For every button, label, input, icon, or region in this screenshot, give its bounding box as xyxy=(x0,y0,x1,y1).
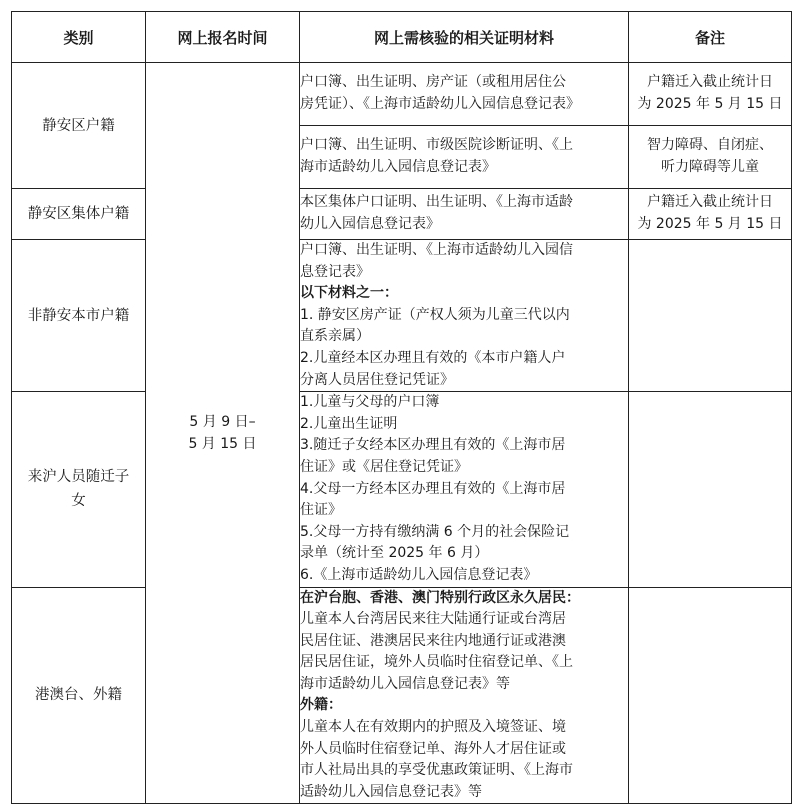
notes-collective: 户籍迁入截止统计日 为 2025 年 5 月 15 日 xyxy=(629,189,792,240)
registration-table xyxy=(11,11,792,804)
table-row xyxy=(12,63,792,126)
materials-collective: 本区集体户口证明、出生证明、《上海市适龄 幼儿入园信息登记表》 xyxy=(300,189,629,240)
category-migrant: 来沪人员随迁子 女 xyxy=(12,392,146,587)
table-row xyxy=(12,240,792,392)
materials-non-jingan: 户口簿、出生证明、《上海市适龄幼儿入园信 息登记表》 以下材料之一： 1. 静安区房产证（产权人须为儿童三代以内 直系亲属） 2.儿童经本区办理且有效的《本市户籍人户 分离人员居住登记凭证》 xyxy=(300,240,629,392)
notes-jingan-2: 智力障碍、自闭症、 听力障碍等儿童 xyxy=(629,126,792,189)
category-jingan: 静安区户籍 xyxy=(12,63,146,189)
materials-jingan-2: 户口簿、出生证明、市级医院诊断证明、《上 海市适龄幼儿入园信息登记表》 xyxy=(300,126,629,189)
registration-time xyxy=(146,63,300,804)
materials-jingan-1: 户口簿、出生证明、房产证（或租用居住公 房凭证）、《上海市适龄幼儿入园信息登记表》 xyxy=(300,63,629,126)
notes-non-jingan xyxy=(629,240,792,392)
table-row xyxy=(12,392,792,587)
category-collective: 静安区集体户籍 xyxy=(12,189,146,240)
time-end: 5 月 15 日 xyxy=(188,436,257,453)
header-time: 网上报名时间 xyxy=(146,12,300,63)
notes-migrant xyxy=(629,392,792,587)
notes-jingan-1: 户籍迁入截止统计日 为 2025 年 5 月 15 日 xyxy=(629,63,792,126)
table-row xyxy=(12,189,792,240)
table-row xyxy=(12,587,792,804)
materials-foreign: 在沪台胞、香港、澳门特别行政区永久居民： 儿童本人台湾居民来往大陆通行证或台湾居 民居住证、港澳居民来往内地通行证或港澳 居民居住证，境外人员临时住宿登记单、《上 海市适龄幼儿入园信息登记表》等 外籍： 儿童本人在有效期内的护照及入境签证、境 外人员临时住宿登记单、海外人才居住证或 市人社局出具的享受优惠政策证明、《上海市 适龄幼儿入园信息登记表》等 xyxy=(300,587,629,804)
header-materials: 网上需核验的相关证明材料 xyxy=(300,12,629,63)
notes-foreign xyxy=(629,587,792,804)
materials-migrant: 1.儿童与父母的户口簿 2.儿童出生证明 3.随迁子女经本区办理且有效的《上海市居 住证》或《居住登记凭证》 4.父母一方经本区办理且有效的《上海市居 住证》 5.父母一方持有缴纳满 6 个月的社会保险记 录单（统计至 2025 年 6 月） 6.《上海市适龄幼儿入园信息登记表》 xyxy=(300,392,629,587)
header-notes: 备注 xyxy=(629,12,792,63)
category-foreign: 港澳台、外籍 xyxy=(12,587,146,804)
category-non-jingan: 非静安本市户籍 xyxy=(12,240,146,392)
header-category: 类别 xyxy=(12,12,146,63)
header-row xyxy=(12,12,792,63)
time-start: 5 月 9 日– xyxy=(189,414,256,431)
